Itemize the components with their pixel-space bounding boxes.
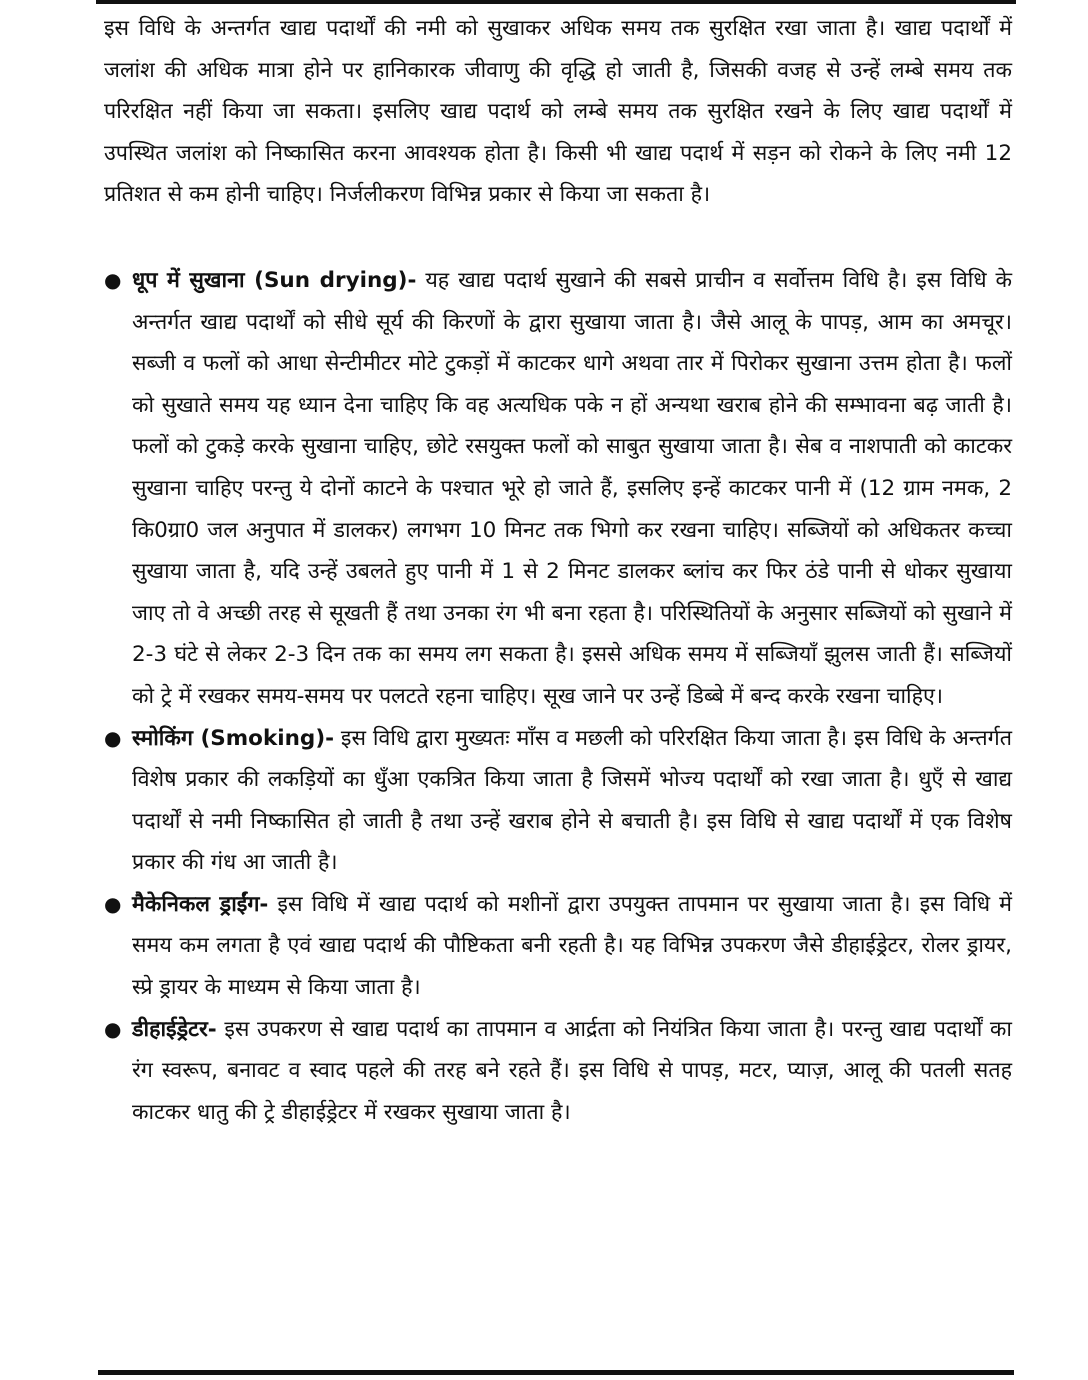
method-term: स्मोकिंग (Smoking)- — [132, 725, 335, 751]
bullet-icon: ● — [104, 891, 122, 916]
intro-paragraph: इस विधि के अन्तर्गत खाद्य पदार्थों की नमी को सुखाकर अधिक समय तक सुरक्षित रखा जाता है। खाद्य पदार्थों में जलांश की अधिक मात्रा होने पर हानिकारक जीवाणु की वृद्धि हो जाती है, जिसकी वजह से उन्हें लम्बे समय तक परिरक्षित नहीं किया जा सकता। इसलिए खाद्य पदार्थ को लम्बे समय तक सुरक्षित रखने के लिए खाद्य पदार्थों में उपस्थित जलांश को निष्कासित करना आवश्यक होता है। किसी भी खाद्य पदार्थ में सड़न को रोकने के लिए नमी 12 प्रतिशत से कम होनी चाहिए। निर्जलीकरण विभिन्न प्रकार से किया जा सकता है। — [104, 16, 1012, 208]
method-description: इस उपकरण से खाद्य पदार्थ का तापमान व आर्द्रता को नियंत्रित किया जाता है। परन्तु खाद्य पदार्थों का रंग स्वरूप, बनावट व स्वाद पहले की तरह बने रहते हैं। इस विधि से पापड़, मटर, प्याज़, आलू की पतली सतह काटकर धातु की ट्रे डीहाईड्रेटर में रखकर सुखाया जाता है। — [132, 1016, 1012, 1125]
method-description: इस विधि द्वारा मुख्यतः माँस व मछली को परिरक्षित किया जाता है। इस विधि के अन्तर्गत विशेष प्रकार की लकड़ियों का धुँआ एकत्रित किया जाता है जिसमें भोज्य पदार्थों को रखा जाता है। धुएँ से खाद्य पदार्थों से नमी निष्कासित हो जाती है तथा उन्हें खराब होने से बचाती है। इस विधि से खाद्य पदार्थों में एक विशेष प्रकार की गंध आ जाती है। — [132, 725, 1012, 876]
method-term: डीहाईड्रेटर- — [132, 1016, 217, 1042]
method-description: इस विधि में खाद्य पदार्थ को मशीनों द्वारा उपयुक्त तापमान पर सुखाया जाता है। इस विधि में समय कम लगता है एवं खाद्य पदार्थ की पौष्टिकता बनी रहती है। यह विभिन्न उपकरण जैसे डीहाईड्रेटर, रोलर ड्रायर, स्प्रे ड्रायर के माध्यम से किया जाता है। — [132, 891, 1012, 1001]
drying-methods-list — [104, 260, 1012, 1133]
method-term: धूप में सुखाना (Sun drying)- — [132, 267, 417, 293]
bullet-icon: ● — [104, 725, 122, 750]
method-term: मैकेनिकल ड्राईंग- — [132, 891, 269, 917]
list-item-sun-drying — [104, 260, 1012, 718]
document-page — [104, 8, 1012, 1133]
bullet-icon: ● — [104, 267, 122, 292]
list-item-mechanical-drying — [104, 884, 1012, 1009]
list-item-smoking — [104, 718, 1012, 884]
method-description: यह खाद्य पदार्थ सुखाने की सबसे प्राचीन व सर्वोत्तम विधि है। इस विधि के अन्तर्गत खाद्य पदार्थों को सीधे सूर्य की किरणों के द्वारा सुखाया जाता है। जैसे आलू के पापड़, आम का अमचूर। सब्जी व फलों को आधा सेन्टीमीटर मोटे टुकड़ों में काटकर धागे अथवा तार में पिरोकर सुखाना उत्तम होता है। फलों को सुखाते समय यह ध्यान देना चाहिए कि वह अत्यधिक पके न हों अन्यथा खराब होने की सम्भावना बढ़ जाती है। फलों को टुकड़े करके सुखाना चाहिए, छोटे रसयुक्त फलों को साबुत सुखाया जाता है। सेब व नाशपाती को काटकर सुखाना चाहिए परन्तु ये दोनों काटने के पश्चात भूरे हो जाते हैं, इसलिए इन्हें काटकर पानी में (12 ग्राम नमक, 2 कि0ग्रा0 जल अनुपात में डालकर) लगभग 10 मिनट तक भिगो कर रखना चाहिए। सब्जियों को अधिकतर कच्चा सुखाया जाता है, यदि उन्हें उबलते हुए पानी में 1 से 2 मिनट डालकर ब्लांच कर फिर ठंडे पानी से धोकर सुखाया जाए तो वे अच्छी तरह से सूखती हैं तथा उनका रंग भी बना रहता है। परिस्थितियों के अनुसार सब्जियों को सुखाने में 2-3 घंटे से लेकर 2-3 दिन तक का समय लग सकता है। इससे अधिक समय में सब्जियाँ झुलस जाती हैं। सब्जियों को ट्रे में रखकर समय-समय पर पलटते रहना चाहिए। सूख जाने पर उन्हें डिब्बे में बन्द करके रखना चाहिए। — [132, 267, 1012, 709]
top-border-line — [96, 0, 1016, 4]
bottom-border-line — [98, 1370, 1014, 1375]
list-item-dehydrator — [104, 1009, 1012, 1134]
bullet-icon: ● — [104, 1016, 122, 1041]
